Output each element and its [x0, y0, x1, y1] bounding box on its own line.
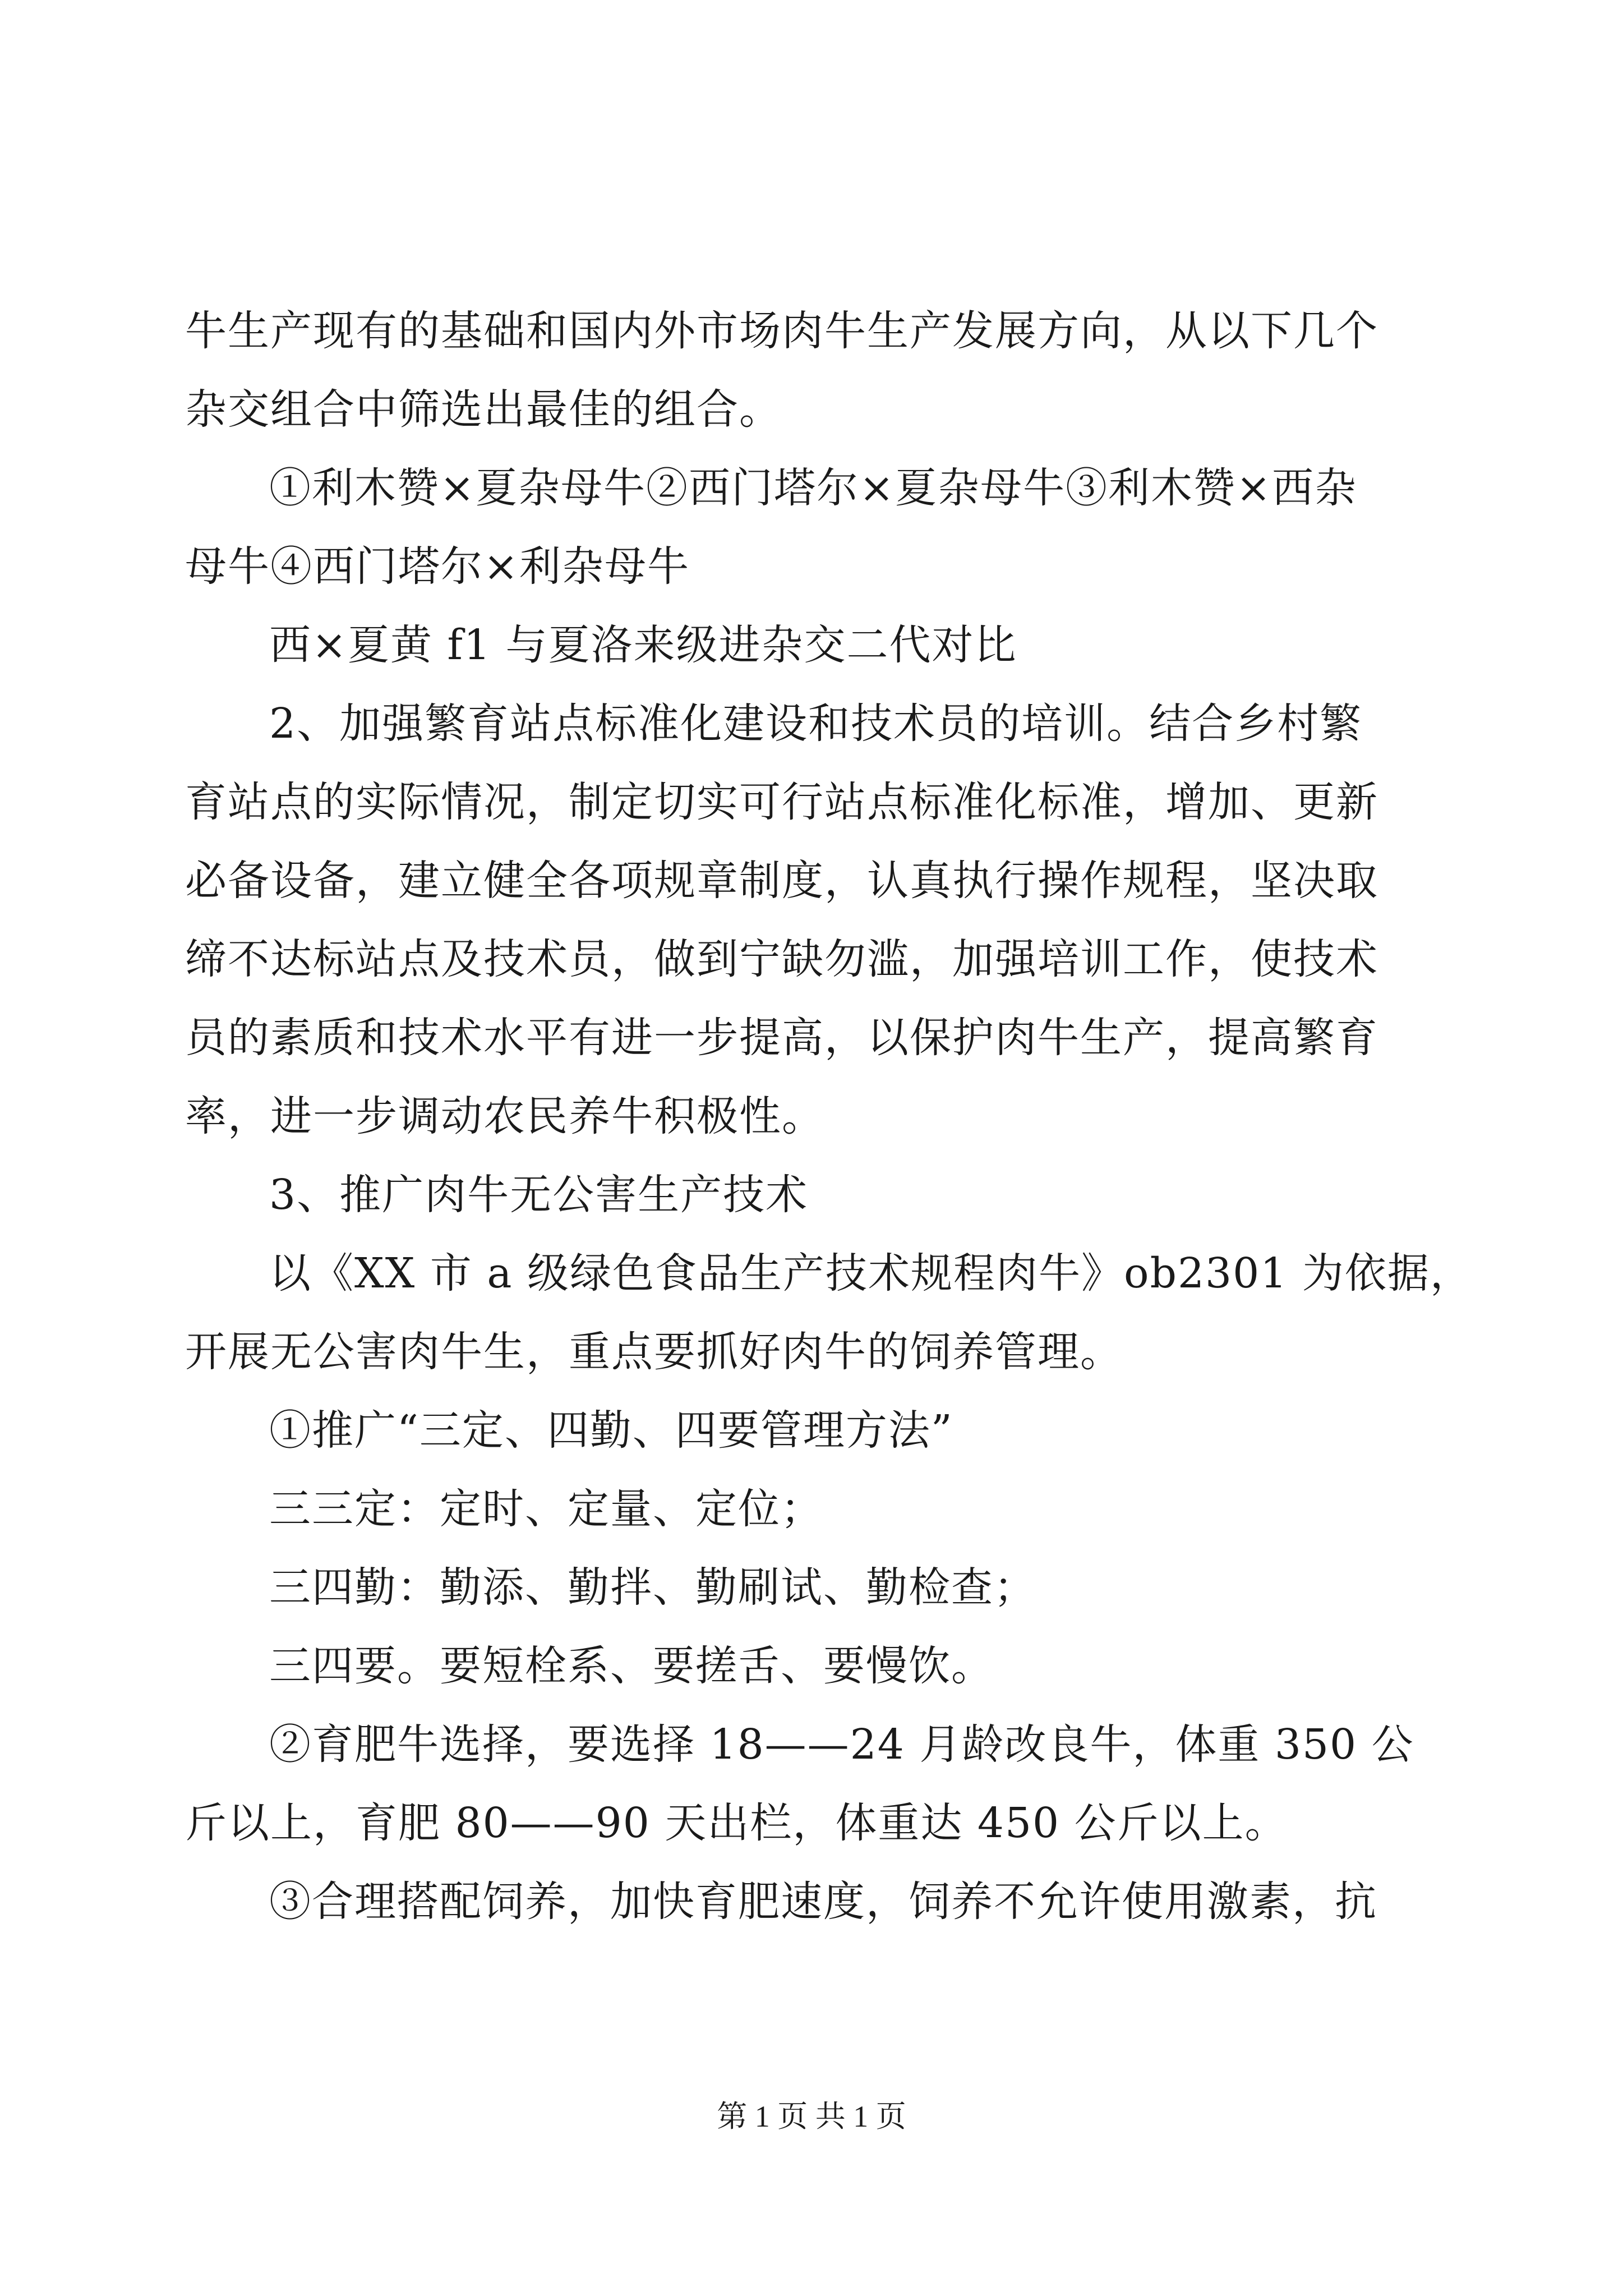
body-line: 开展无公害肉牛生，重点要抓好肉牛的饲养管理。 — [185, 1328, 1123, 1376]
body-line: 斤以上，育肥 80——90 天出栏，体重达 450 公斤以上。 — [185, 1799, 1288, 1847]
document-body — [185, 292, 1475, 1941]
body-line: 3、推广肉牛无公害生产技术 — [269, 1171, 809, 1219]
body-line: 必备设备，建立健全各项规章制度，认真执行操作规程，坚决取 — [185, 857, 1378, 905]
body-line: 员的素质和技术水平有进一步提高，以保护肉牛生产，提高繁育 — [185, 1014, 1378, 1062]
body-line: 牛生产现有的基础和国内外市场肉牛生产发展方向，从以下几个 — [185, 307, 1378, 355]
body-line: 西×夏黄 f1 与夏洛来级进杂交二代对比 — [269, 621, 1017, 669]
body-line: 以《XX 市 a 级绿色食品生产技术规程肉牛》ob2301 为依据， — [269, 1249, 1473, 1297]
body-line: 育站点的实际情况，制定切实可行站点标准化标准，增加、更新 — [185, 778, 1378, 826]
body-line: 母牛④西门塔尔×利杂母牛 — [185, 542, 690, 591]
body-line: 杂交组合中筛选出最佳的组合。 — [185, 385, 782, 434]
body-line: 三四勤：勤添、勤拌、勤刷试、勤检查； — [269, 1563, 1036, 1612]
body-line: 率，进一步调动农民养牛积极性。 — [185, 1092, 824, 1140]
body-line: ②育肥牛选择，要选择 18——24 月龄改良牛，体重 350 公 — [269, 1720, 1414, 1769]
body-line: 缔不达标站点及技术员，做到宁缺勿滥，加强培训工作，使技术 — [185, 935, 1378, 983]
body-line: 2、加强繁育站点标准化建设和技术员的培训。结合乡村繁 — [269, 700, 1363, 748]
body-line: ③合理搭配饲养，加快育肥速度，饲养不允许使用激素，抗 — [269, 1878, 1377, 1926]
page-number-footer: 第 1 页 共 1 页 — [717, 2100, 906, 2133]
body-line: ①利木赞×夏杂母牛②西门塔尔×夏杂母牛③利木赞×西杂 — [269, 464, 1358, 512]
body-line: ①推广“三定、四勤、四要管理方法” — [269, 1406, 953, 1455]
body-line: 三四要。要短栓系、要搓舌、要慢饮。 — [269, 1642, 994, 1690]
body-line: 三三定：定时、定量、定位； — [269, 1485, 823, 1533]
